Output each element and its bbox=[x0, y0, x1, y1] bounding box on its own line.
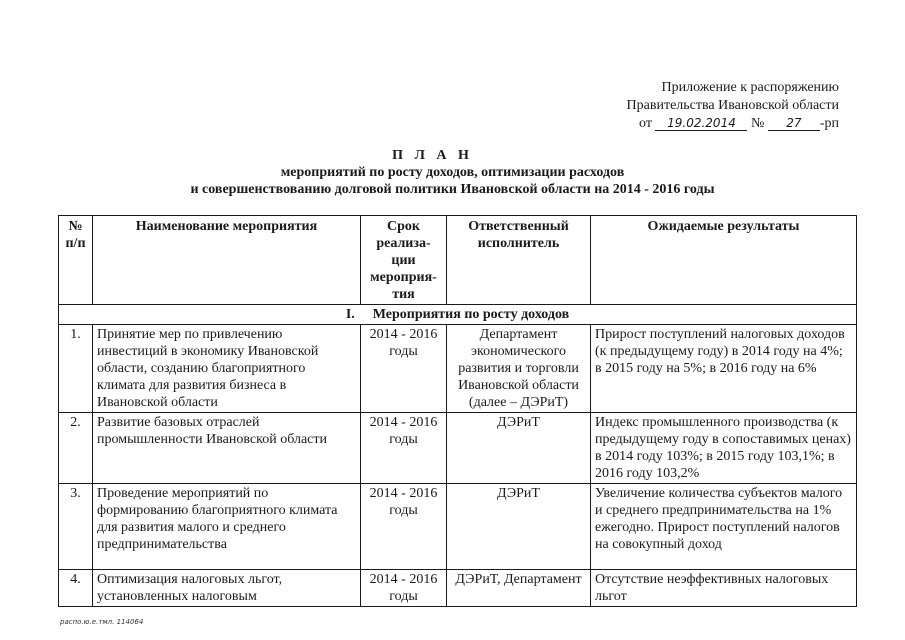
appendix-line-1: Приложение к распоряжению bbox=[661, 80, 839, 95]
row-results: Прирост поступлений налоговых доходов (к предыдущему году) в 2014 году на 4%; в 2015 году на 5%; в 2016 году на 6% bbox=[591, 325, 857, 413]
appendix-number-sign: № bbox=[750, 116, 765, 131]
section-title: Мероприятия по росту доходов bbox=[372, 307, 570, 322]
title-plan: П Л А Н bbox=[392, 148, 473, 163]
row-term: 2014 - 2016 годы bbox=[361, 570, 447, 607]
table-row bbox=[59, 570, 857, 607]
title-line-1: мероприятий по росту доходов, оптимизации расходов bbox=[280, 165, 625, 180]
measures-table bbox=[58, 215, 857, 607]
row-name: Принятие мер по привлечению инвестиций в экономику Ивановской области, созданию благоприятного климата для развития бизнеса в Ивановской области bbox=[93, 325, 361, 413]
table-row bbox=[59, 413, 857, 484]
section-title-cell bbox=[59, 305, 857, 325]
table-row bbox=[59, 325, 857, 413]
row-num: 3. bbox=[59, 484, 93, 570]
header-name: Наименование мероприятия bbox=[93, 216, 361, 305]
section-roman-numeral: I. bbox=[345, 307, 355, 322]
row-term: 2014 - 2016 годы bbox=[361, 484, 447, 570]
row-name: Развитие базовых отраслей промышленности Ивановской области bbox=[93, 413, 361, 484]
title-line-2: и совершенствованию долговой политики Ивановской области на 2014 - 2016 годы bbox=[190, 182, 715, 197]
footer-code: распо.ю.е.тмл. 114064 bbox=[60, 618, 144, 626]
row-executor: ДЭРиТ bbox=[447, 413, 591, 484]
header-num: № п/п bbox=[59, 216, 93, 305]
appendix-handwritten-date: 19.02.2014 bbox=[655, 117, 747, 131]
row-results: Увеличение количества субъектов малого и среднего предпринимательства на 1% ежегодно. Прирост поступлений налогов на совокупный доход bbox=[591, 484, 857, 570]
row-executor: ДЭРиТ, Департамент bbox=[447, 570, 591, 607]
row-executor: Департамент экономического развития и торговли Ивановской области (далее – ДЭРиТ) bbox=[447, 325, 591, 413]
table-row bbox=[59, 484, 857, 570]
row-term: 2014 - 2016 годы bbox=[361, 325, 447, 413]
table-header-row bbox=[59, 216, 857, 305]
row-results: Отсутствие неэффективных налоговых льгот bbox=[591, 570, 857, 607]
appendix-line-2: Правительства Ивановской области bbox=[626, 98, 839, 113]
document-title bbox=[0, 147, 905, 198]
row-results: Индекс промышленного производства (к предыдущему году в сопоставимых ценах) в 2014 году 103%; в 2015 году 103,1%; в 2016 году 103,2% bbox=[591, 413, 857, 484]
section-row bbox=[59, 305, 857, 325]
row-executor: ДЭРиТ bbox=[447, 484, 591, 570]
row-num: 1. bbox=[59, 325, 93, 413]
appendix-block bbox=[627, 79, 839, 133]
header-executor: Ответственный исполнитель bbox=[447, 216, 591, 305]
appendix-suffix: -рп bbox=[819, 116, 839, 131]
row-num: 2. bbox=[59, 413, 93, 484]
row-num: 4. bbox=[59, 570, 93, 607]
row-name: Проведение мероприятий по формированию благоприятного климата для развития малого и среднего предпринимательства bbox=[93, 484, 361, 570]
appendix-from-prefix: от bbox=[639, 116, 652, 131]
appendix-handwritten-number: 27 bbox=[768, 117, 820, 131]
header-results: Ожидаемые результаты bbox=[591, 216, 857, 305]
appendix-date-line bbox=[627, 115, 839, 133]
header-term: Срок реализа-ции мероприя-тия bbox=[361, 216, 447, 305]
row-name: Оптимизация налоговых льгот, установленных налоговым bbox=[93, 570, 361, 607]
row-term: 2014 - 2016 годы bbox=[361, 413, 447, 484]
